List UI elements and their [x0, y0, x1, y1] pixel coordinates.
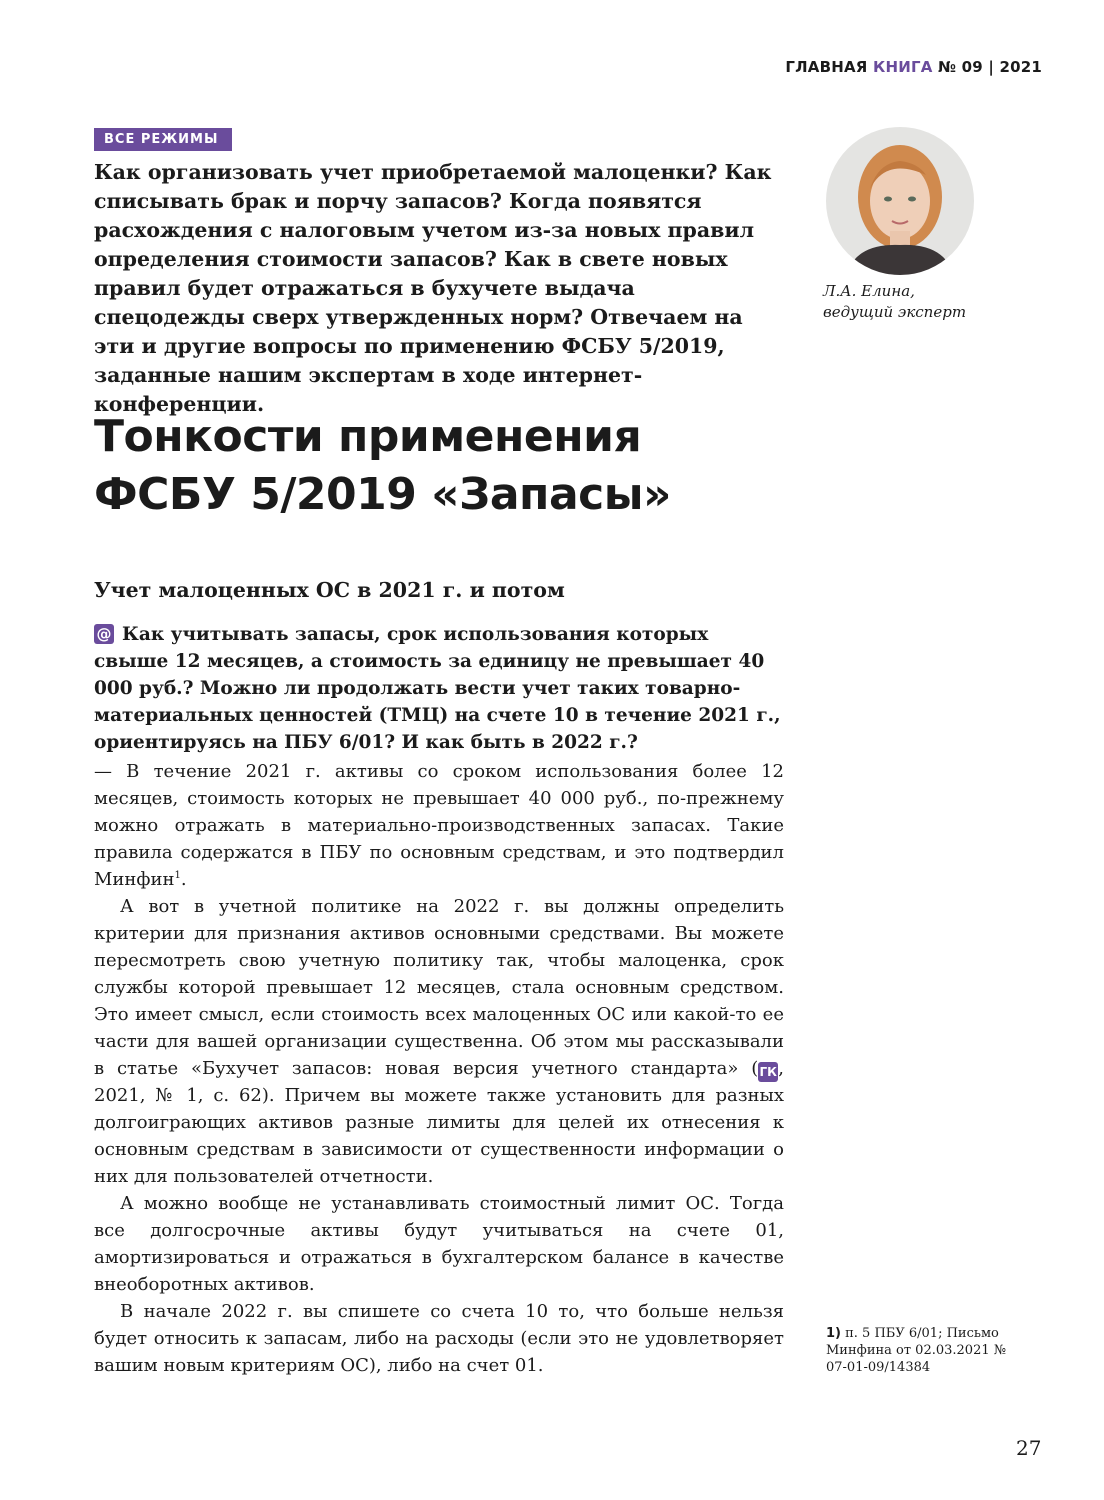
- author-role: ведущий эксперт: [823, 303, 967, 321]
- brand-main: ГЛАВНАЯ: [785, 58, 868, 76]
- answer-p1-end: .: [180, 869, 187, 890]
- answer-body: [94, 758, 784, 1379]
- answer-paragraph-1: [94, 758, 784, 893]
- issue-number: № 09 | 2021: [937, 58, 1042, 76]
- author-photo: [826, 127, 974, 275]
- answer-paragraph-2: [94, 893, 784, 1190]
- answer-p2-text-a: А вот в учетной политике на 2022 г. вы должны определить критерии для признания активов основными средствами. Вы можете пересмотреть свою учетную политику так, чтобы малоценка, срок службы которой превышает 12 месяцев, стала основным средством. Это имеет смысл, если стоимость всех малоценных ОС или какой-то ее части для вашей организации существенна. Об этом мы рассказывали в статье «Бухучет запасов: новая версия учетного стандарта» (: [94, 896, 784, 1079]
- footnote-text: п. 5 ПБУ 6/01; Письмо Минфина от 02.03.2021 № 07-01-09/14384: [826, 1326, 1007, 1375]
- title-line-2: ФСБУ 5/2019 «Запасы»: [94, 469, 671, 520]
- magazine-logo-icon[interactable]: ГК: [758, 1062, 778, 1082]
- question-text: Как учитывать запасы, срок использования которых свыше 12 месяцев, а стоимость за единицу не превышает 40 000 руб.? Можно ли продолжать вести учет таких товарно-материальных ценностей (ТМЦ) на счете 10 в течение 2021 г., ориентируясь на ПБУ 6/01? И как быть в 2022 г.?: [94, 624, 781, 753]
- question-block: [94, 621, 784, 756]
- answer-p2-text-b: , 2021, № 1, с. 62). Причем вы можете также установить для разных долгоиграющих активов разные лимиты для целей их отнесения к основным средствам в зависимости от существенности информации о них для пользователей отчетности.: [94, 1058, 784, 1187]
- footnote-number: 1): [826, 1326, 841, 1341]
- section-subhead: Учет малоценных ОС в 2021 г. и потом: [94, 578, 565, 602]
- page-number: 27: [1016, 1436, 1042, 1460]
- answer-paragraph-4: В начале 2022 г. вы спишете со счета 10 то, что больше нельзя будет относить к запасам, либо на расходы (если это не удовлетворяет вашим новым критериям ОС), либо на счет 01.: [94, 1301, 784, 1376]
- footnote-ref[interactable]: 1: [174, 870, 181, 881]
- lead-paragraph: Как организовать учет приобретаемой малоценки? Как списывать брак и порчу запасов? Когда появятся расхождения с налоговым учетом из-за новых правил определения стоимости запасов? Как в свете новых правил будет отражаться в бухучете выдача спецодежды сверх утвержденных норм? Отвечаем на эти и другие вопросы по применению ФСБУ 5/2019, заданные нашим экспертам в ходе интернет-конференции.: [94, 160, 772, 416]
- brand-accent: КНИГА: [873, 58, 933, 76]
- title-line-1: Тонкости применения: [94, 411, 642, 462]
- at-icon: @: [94, 624, 114, 644]
- footnote: [826, 1325, 1031, 1376]
- running-header: [785, 58, 1042, 76]
- author-name: Л.А. Елина,: [823, 282, 915, 300]
- author-caption: [823, 281, 1023, 323]
- answer-p1-text: — В течение 2021 г. активы со сроком использования более 12 месяцев, стоимость которых не превышает 40 000 руб., по-прежнему можно отражать в материально-производственных запасах. Такие правила содержатся в ПБУ по основным средствам, и это подтвердил Минфин: [94, 761, 784, 890]
- category-tag: ВСЕ РЕЖИМЫ: [94, 128, 232, 151]
- article-title: [94, 408, 854, 524]
- answer-paragraph-3: А можно вообще не устанавливать стоимостный лимит ОС. Тогда все долгосрочные активы будут учитываться на счете 01, амортизироваться и отражаться в бухгалтерском балансе в качестве внеоборотных активов.: [94, 1193, 784, 1295]
